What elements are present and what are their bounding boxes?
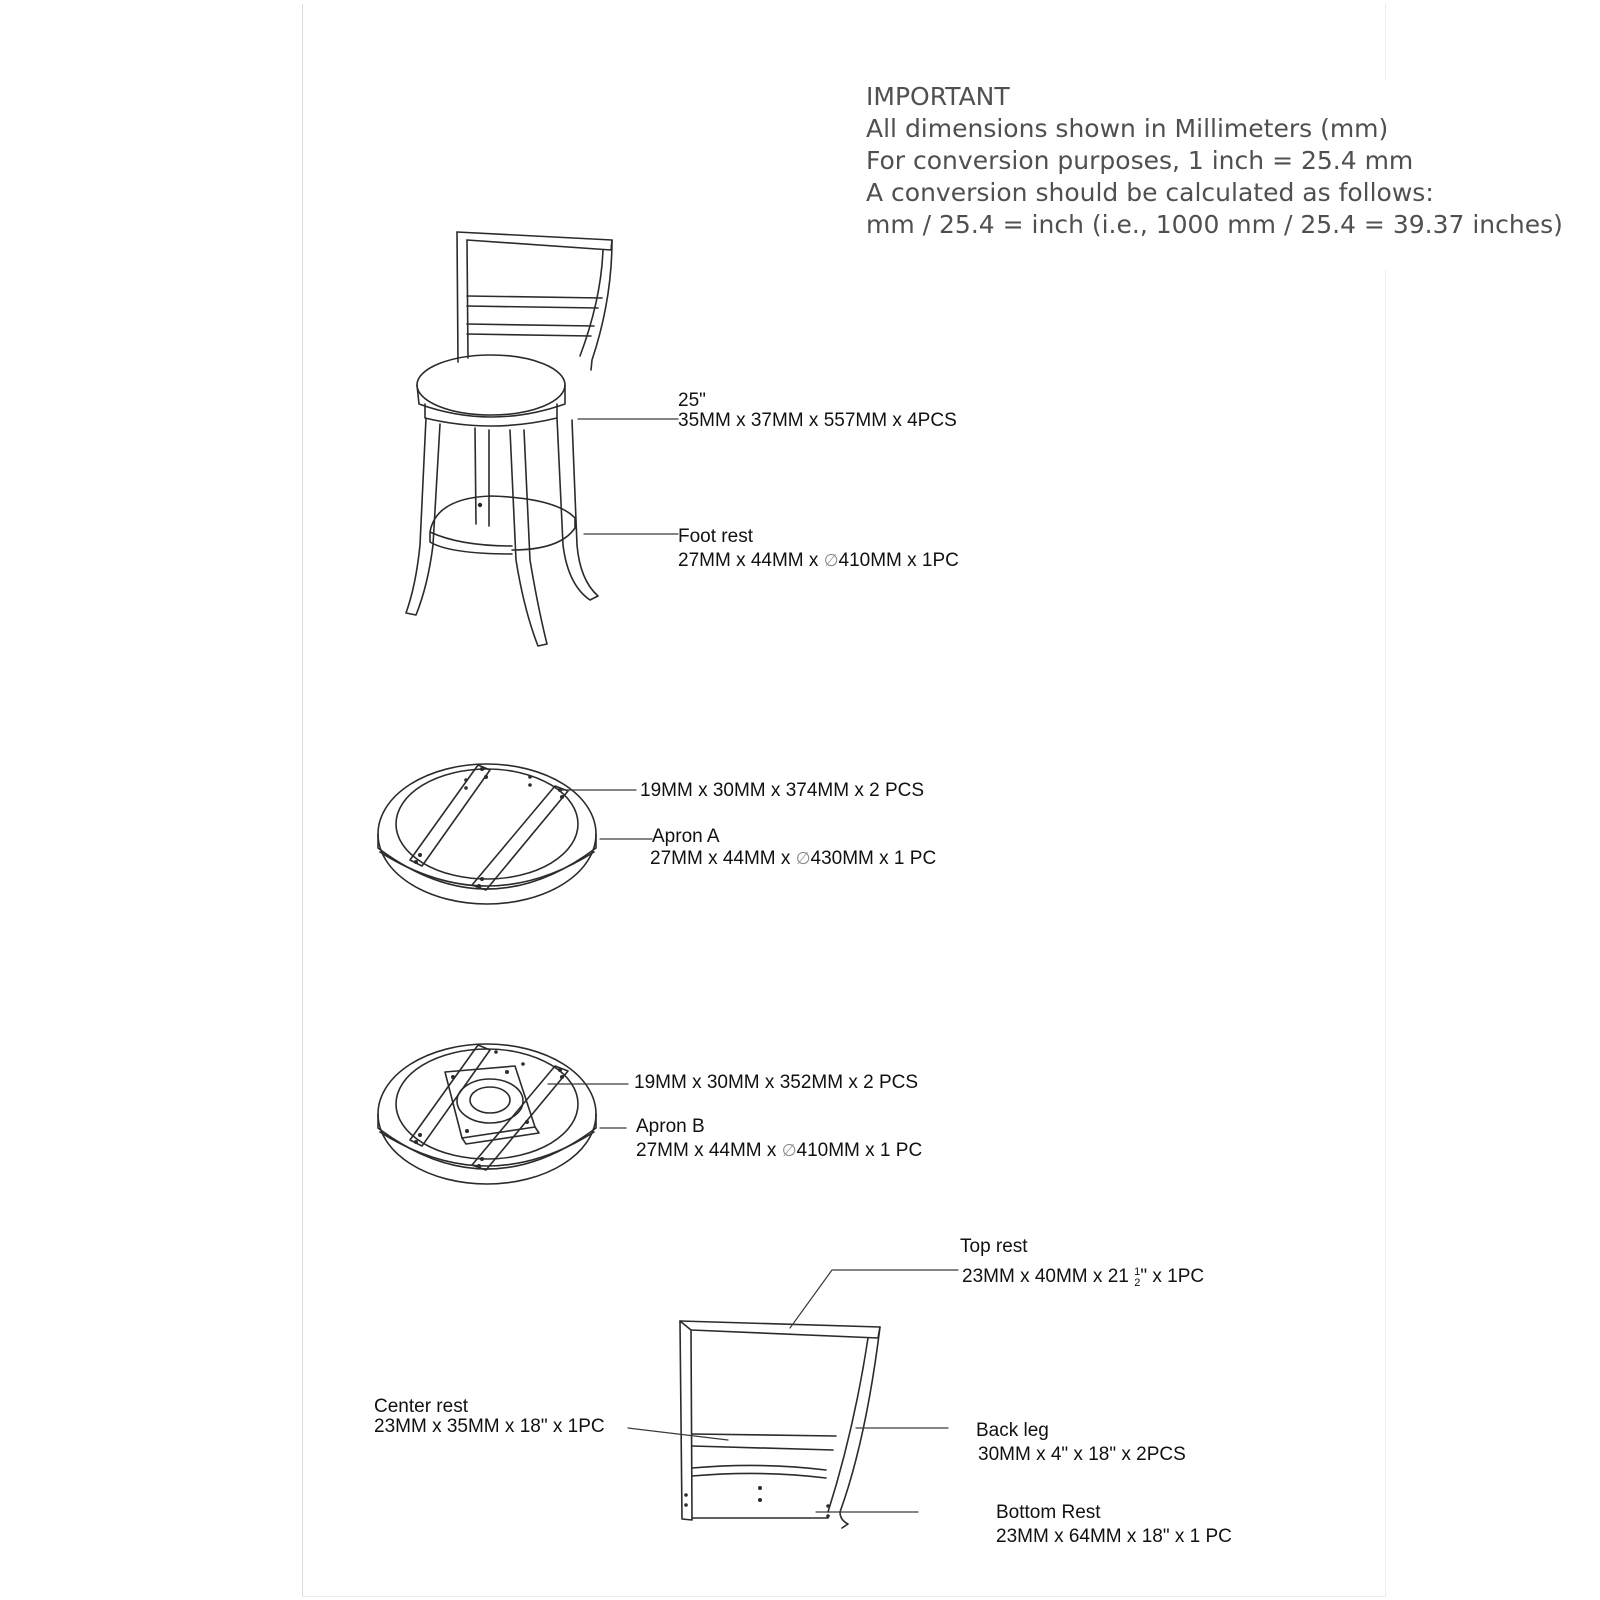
leg-spec: 35MM x 37MM x 557MM x 4PCS: [678, 410, 957, 431]
center-rest-spec: 23MM x 35MM x 18" x 1PC: [374, 1416, 605, 1437]
notice-line-conversion: For conversion purposes, 1 inch = 25.4 mm: [866, 146, 1414, 175]
bottom-rest-label: Bottom Rest: [996, 1502, 1101, 1523]
back-frame-center-rest: [692, 1434, 836, 1450]
stool-back-top-rest: [457, 232, 612, 250]
stool-back-right-post: [580, 240, 612, 370]
stool-back-left-post: [457, 232, 468, 362]
back-frame-illustration: [680, 1321, 880, 1528]
apron-b-inner-ring: [396, 1049, 578, 1159]
apron-b-swivel-bearing-outer: [457, 1079, 523, 1123]
diameter-icon: ∅: [781, 1141, 797, 1160]
back-frame-screw-holes: [684, 1486, 830, 1518]
foot-rest-spec: 27MM x 44MM x ∅410MM x 1PC: [678, 550, 959, 571]
notice-title: IMPORTANT: [866, 82, 1010, 111]
apron-a-brace-left: [410, 765, 490, 866]
stool-seat-top: [417, 355, 565, 415]
apron-a-spec: 27MM x 44MM x ∅430MM x 1 PC: [650, 848, 937, 869]
top-rest-label: Top rest: [960, 1236, 1028, 1257]
back-leg-spec: 30MM x 4" x 18" x 2PCS: [978, 1444, 1186, 1465]
stool-back-center-rest: [467, 296, 602, 336]
notice-line-units: All dimensions shown in Millimeters (mm): [866, 114, 1389, 143]
stool-foot-rest: [430, 496, 575, 554]
leader-top-rest: [790, 1270, 958, 1328]
apron-b-spec: 27MM x 44MM x ∅410MM x 1 PC: [636, 1140, 923, 1161]
top-rest-spec: 23MM x 40MM x 21 12" x 1PC: [962, 1266, 1205, 1289]
apron-a-brace-spec: 19MM x 30MM x 374MM x 2 PCS: [640, 780, 925, 801]
stool-leg-front-left: [406, 418, 440, 615]
stool-leg-front-center: [510, 430, 547, 646]
leg-label: 25": [678, 390, 706, 411]
center-rest-label: Center rest: [374, 1396, 468, 1417]
stool-seat-side: [417, 385, 565, 417]
diameter-icon: ∅: [795, 849, 811, 868]
apron-a-ring-thickness: [378, 834, 596, 889]
bottom-rest-spec: 23MM x 64MM x 18" x 1 PC: [996, 1526, 1232, 1547]
stool-leg-back: [475, 428, 489, 526]
apron-a-label: Apron A: [652, 826, 720, 847]
apron-a-illustration: [378, 764, 596, 904]
notice-line-calculation: A conversion should be calculated as follows:: [866, 178, 1434, 207]
stool-illustration: [406, 232, 612, 646]
back-leg-label: Back leg: [976, 1420, 1049, 1441]
apron-b-swivel-bearing-inner: [470, 1087, 510, 1113]
apron-b-label: Apron B: [636, 1116, 705, 1137]
apron-a-inner-ring: [396, 769, 578, 879]
apron-b-illustration: [378, 1044, 596, 1184]
back-frame-top-rest: [680, 1321, 880, 1338]
notice-line-formula: mm / 25.4 = inch (i.e., 1000 mm / 25.4 = 39.37 inches): [866, 210, 1563, 239]
apron-a-outer-ring: [378, 764, 596, 904]
back-frame-left-post: [680, 1321, 692, 1520]
fraction: 12: [1134, 1266, 1141, 1289]
foot-rest-label: Foot rest: [678, 526, 753, 547]
stool-foot-rest-bolt: [478, 503, 482, 507]
back-frame-bottom-rest: [692, 1465, 828, 1518]
diameter-icon: ∅: [823, 551, 839, 570]
apron-b-brace-left: [410, 1045, 490, 1146]
apron-b-brace-spec: 19MM x 30MM x 352MM x 2 PCS: [634, 1072, 919, 1093]
apron-b-outer-ring: [378, 1044, 596, 1184]
leader-lines: [548, 419, 958, 1512]
